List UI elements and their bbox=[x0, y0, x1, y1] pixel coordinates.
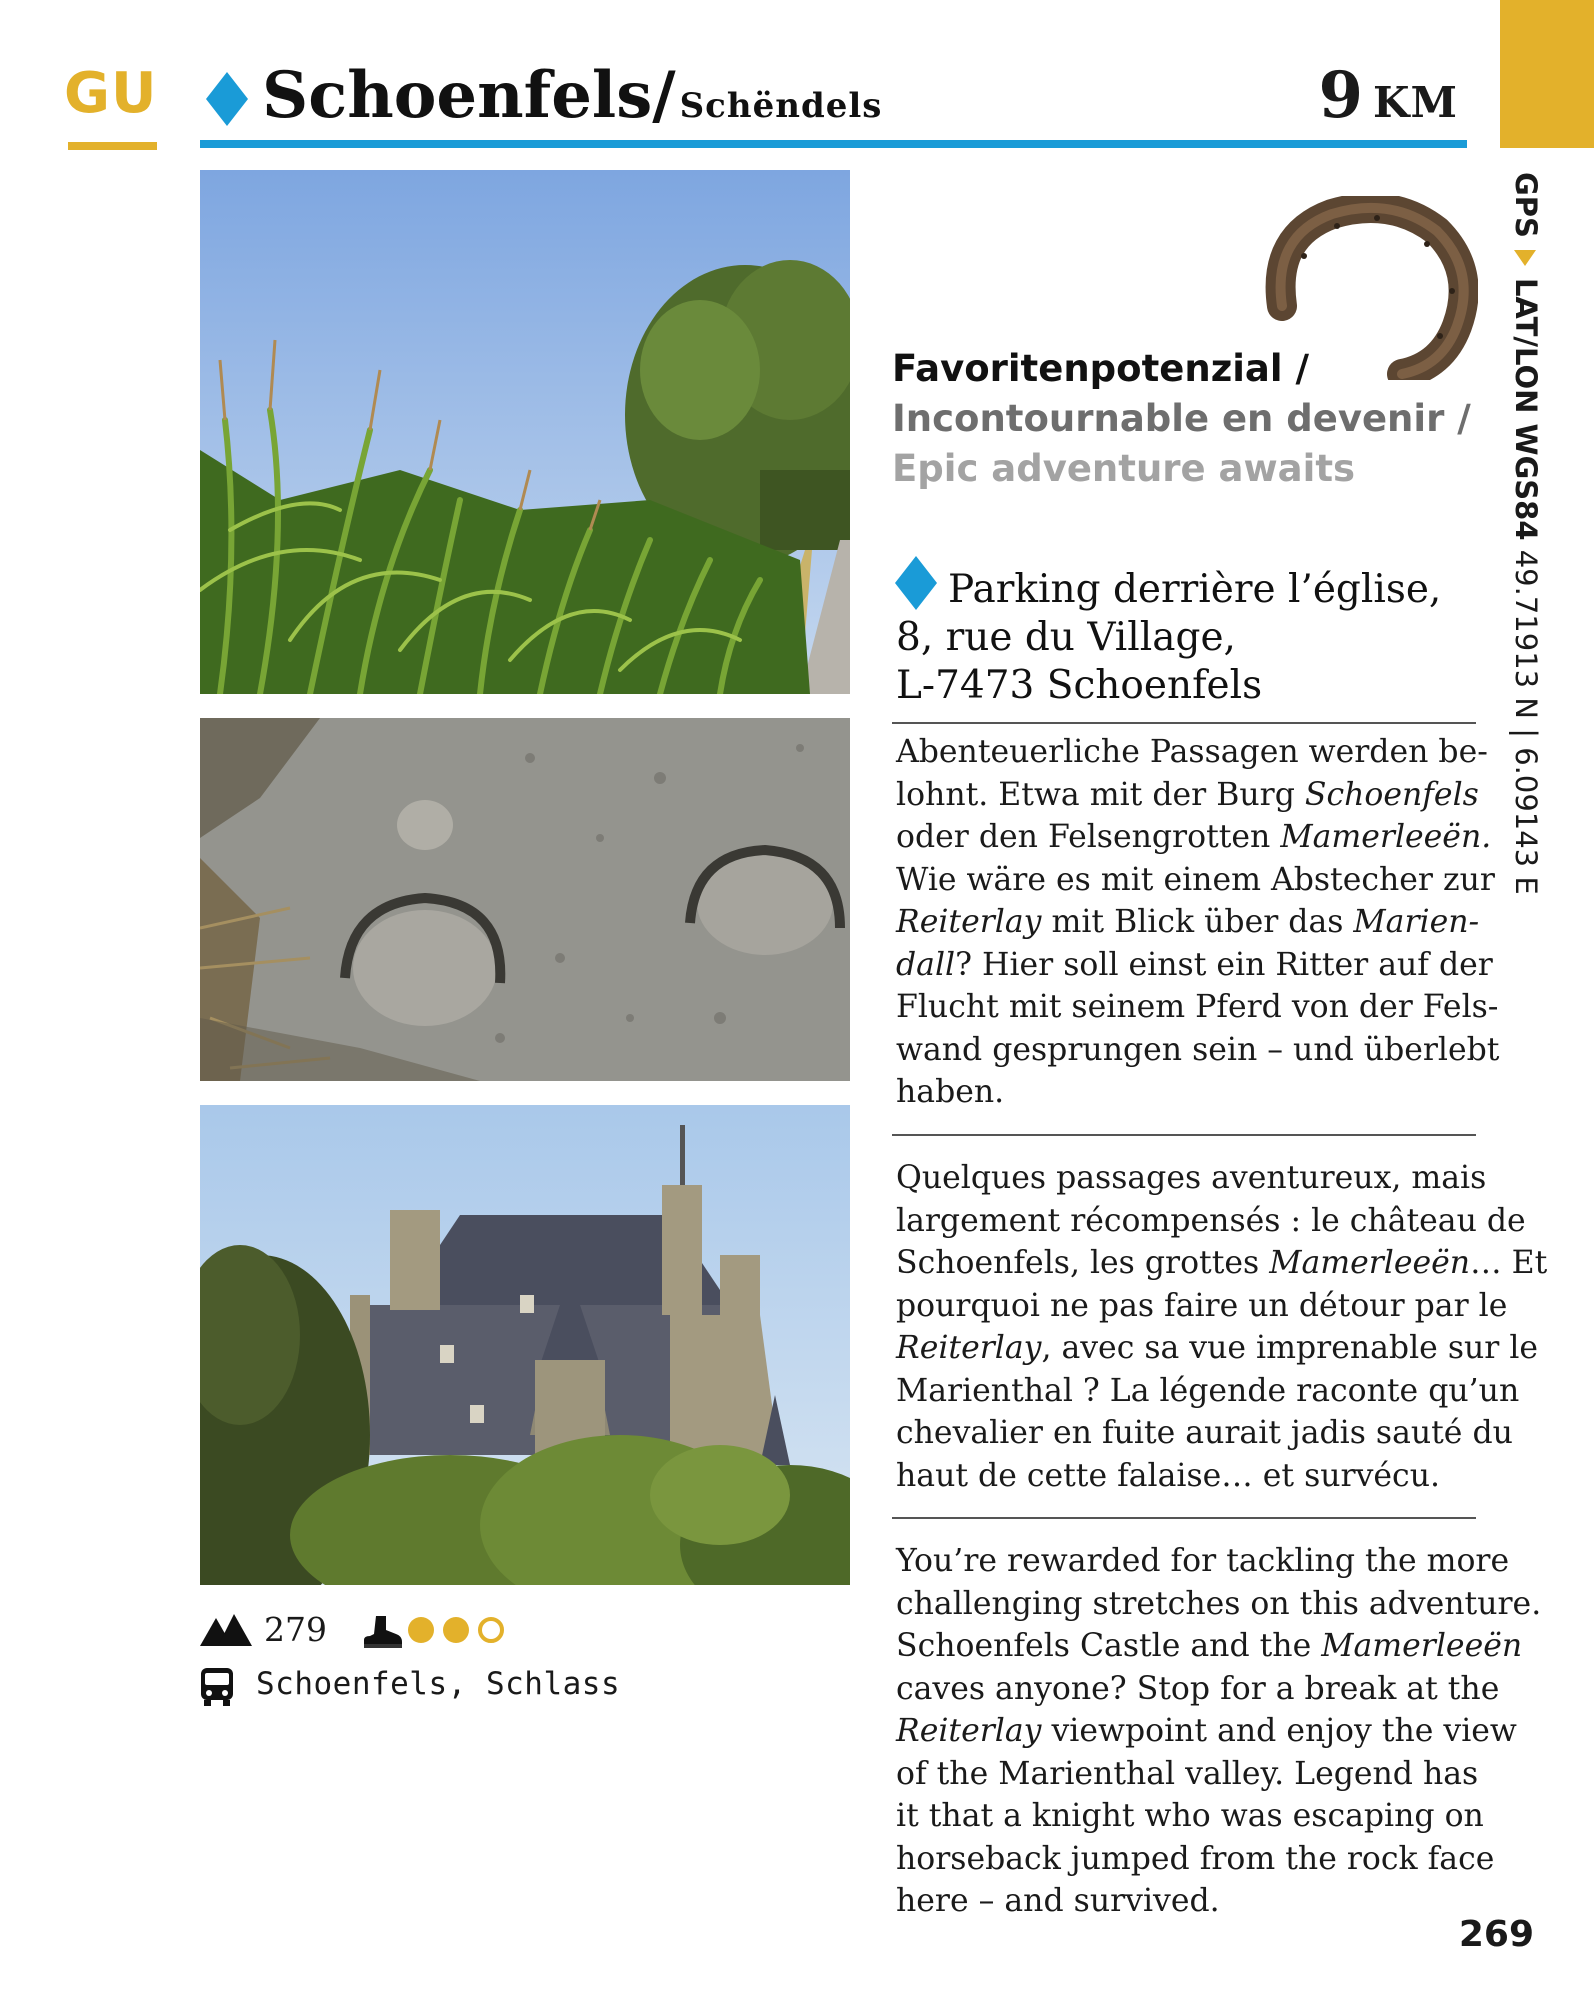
header-rule bbox=[200, 140, 1467, 148]
description-de bbox=[896, 731, 1500, 1114]
text-line: of the Marienthal valley. Legend has bbox=[896, 1755, 1479, 1792]
address-line: L-7473 Schoenfels bbox=[896, 663, 1263, 708]
parking-address bbox=[896, 566, 1441, 710]
distance-unit: KM bbox=[1373, 78, 1458, 127]
page-number: 269 bbox=[1458, 1914, 1534, 1955]
divider bbox=[892, 722, 1476, 724]
text-line: caves anyone? Stop for a break at the bbox=[896, 1670, 1500, 1707]
hiking-boot-icon bbox=[362, 1614, 404, 1648]
text-line: Reiterlay mit Blick über das Marien- bbox=[896, 904, 1480, 940]
text-line: Quelques passages aventureux, mais bbox=[896, 1160, 1487, 1196]
tagline-de: Favoritenpotenzial / bbox=[892, 347, 1309, 390]
text-line: dall? Hier soll einst ein Ritter auf der bbox=[896, 946, 1493, 983]
gps-label: GPS bbox=[1509, 172, 1543, 238]
text-line: Schoenfels Castle and the Mamerleeën bbox=[896, 1628, 1523, 1664]
text-line: challenging stretches on this adventure. bbox=[896, 1585, 1542, 1622]
distance-value: 9 bbox=[1318, 58, 1363, 133]
text-line: haben. bbox=[896, 1074, 1005, 1110]
region-underline bbox=[68, 142, 157, 150]
gps-system: LAT/LON WGS84 bbox=[1509, 277, 1543, 541]
text-line: here – and survived. bbox=[896, 1883, 1220, 1919]
tagline-fr: Incontournable en devenir / bbox=[892, 397, 1471, 440]
text-line: horseback jumped from the rock face bbox=[896, 1840, 1495, 1877]
text-line: chevalier en fuite aurait jadis sauté du bbox=[896, 1415, 1513, 1451]
title-luxembourgish: Schëndels bbox=[679, 86, 883, 126]
text-line: You’re rewarded for tackling the more bbox=[896, 1543, 1510, 1579]
address-line: 8, rue du Village, bbox=[896, 615, 1236, 660]
description-en bbox=[896, 1540, 1542, 1923]
difficulty-rating bbox=[408, 1617, 513, 1647]
photo-cornfield bbox=[200, 170, 850, 694]
tagline bbox=[892, 344, 1471, 494]
text-line: Abenteuerliche Passagen werden be- bbox=[896, 734, 1488, 770]
chapter-tab bbox=[1500, 0, 1594, 148]
photo-horseshoe-rock bbox=[200, 718, 850, 1081]
text-line: Marienthal ? La légende raconte qu’un bbox=[896, 1372, 1520, 1409]
description-fr bbox=[896, 1157, 1548, 1497]
photo-castle bbox=[200, 1105, 850, 1585]
title-main: Schoenfels/ bbox=[262, 58, 676, 133]
text-line: wand gesprungen sein – und überlebt bbox=[896, 1031, 1500, 1068]
gps-values: 49.71913 N | 6.09143 E bbox=[1509, 549, 1543, 895]
text-line: largement récompensés : le château de bbox=[896, 1202, 1526, 1239]
difficulty-dot-filled bbox=[408, 1617, 434, 1643]
text-line: Reiterlay, avec sa vue imprenable sur le bbox=[896, 1330, 1539, 1366]
text-line: Wie wäre es mit einem Abstecher zur bbox=[896, 861, 1495, 898]
text-line: pourquoi ne pas faire un détour par le bbox=[896, 1287, 1508, 1324]
tagline-en: Epic adventure awaits bbox=[892, 447, 1356, 490]
address-line: Parking derrière l’église, bbox=[948, 567, 1442, 612]
divider bbox=[892, 1134, 1476, 1136]
gps-arrow-icon bbox=[1514, 250, 1536, 266]
bus-icon bbox=[200, 1667, 234, 1707]
mountain-icon bbox=[200, 1614, 252, 1646]
text-line: haut de cette falaise… et survécu. bbox=[896, 1457, 1440, 1494]
elevation-value: 279 bbox=[264, 1610, 327, 1649]
difficulty-dot-filled bbox=[443, 1617, 469, 1643]
text-line: Schoenfels, les grottes Mamerleeën… Et bbox=[896, 1245, 1548, 1281]
divider bbox=[892, 1517, 1476, 1519]
text-line: oder den Felsengrotten Mamerleeën. bbox=[896, 819, 1492, 855]
bus-stop-name: Schoenfels, Schlass bbox=[256, 1666, 621, 1702]
text-line: lohnt. Etwa mit der Burg Schoenfels bbox=[896, 776, 1479, 813]
distance bbox=[1318, 58, 1458, 133]
page-title bbox=[262, 58, 883, 133]
text-line: it that a knight who was escaping on bbox=[896, 1798, 1484, 1834]
diamond-icon bbox=[206, 72, 248, 126]
difficulty-dot-empty bbox=[478, 1617, 504, 1643]
region-code: GU bbox=[64, 61, 158, 126]
text-line: Flucht mit seinem Pferd von der Fels- bbox=[896, 989, 1499, 1025]
text-line: Reiterlay viewpoint and enjoy the view bbox=[896, 1713, 1517, 1749]
gps-coordinates bbox=[1509, 172, 1543, 895]
